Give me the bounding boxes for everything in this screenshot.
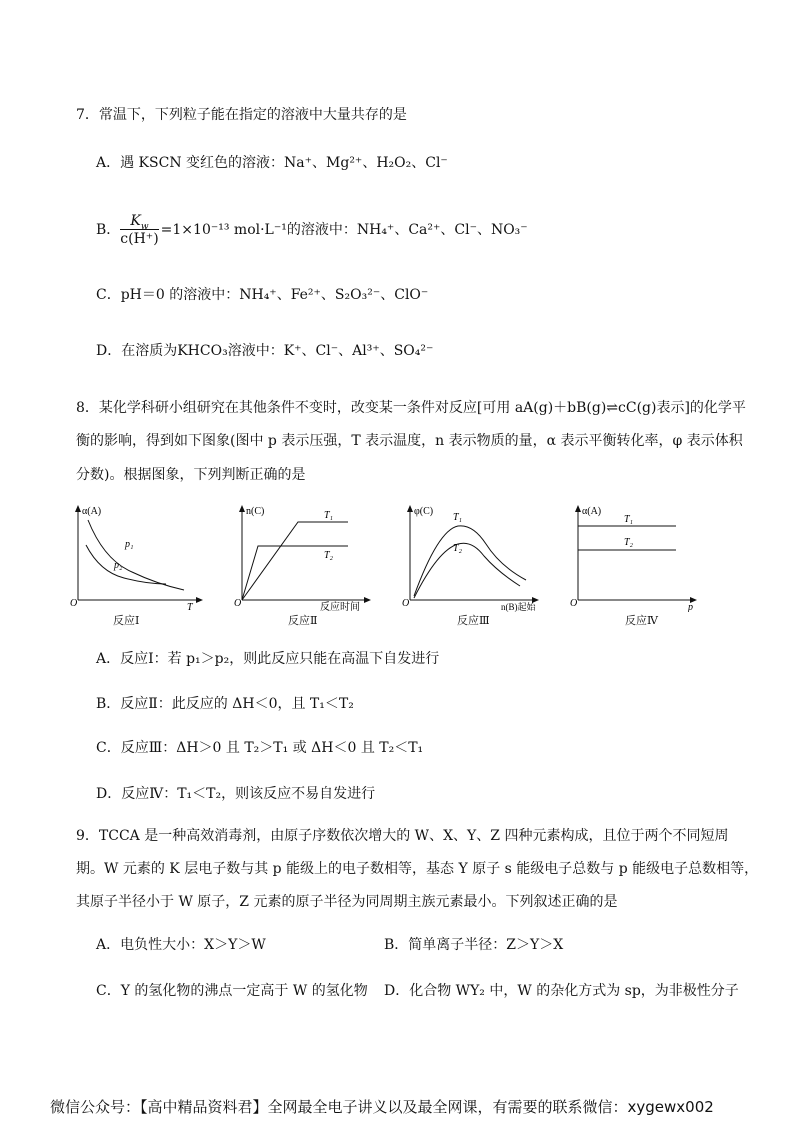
graph1-ylabel: α(A) [82, 506, 102, 517]
q9-option-b: B．简单离子半径：Z＞Y＞X [384, 937, 564, 953]
q9-option-a: A．电负性大小：X＞Y＞W [96, 937, 266, 953]
q9-stem-line2: 期。W 元素的 K 层电子数与其 p 能级上的电子数相等，基态 Y 原子 s 能级电子总数与 p 能级电子总数相等， [76, 861, 759, 877]
q8-option-a: A．反应Ⅰ：若 p₁＞p₂，则此反应只能在高温下自发进行 [96, 651, 440, 667]
graph-reaction-3 [398, 500, 548, 612]
q7-option-b-ions: NH₄⁺、Ca²⁺、Cl⁻、NO₃⁻ [356, 222, 528, 238]
kw-numerator: $K_w$ [120, 213, 158, 230]
graph2-caption: 反应Ⅱ [288, 614, 318, 627]
graph1-origin: O [70, 598, 78, 609]
q7-option-b [96, 210, 528, 250]
q8-stem-line3: 分数)。根据图象，下列判断正确的是 [76, 467, 306, 483]
q9-option-d: D．化合物 WY₂ 中，W 的杂化方式为 sp，为非极性分子 [384, 983, 739, 999]
q9-stem-line3: 其原子半径小于 W 原子，Z 元素的原子半径为同周期主族元素最小。下列叙述正确的是 [76, 894, 618, 910]
graph1-curve1-label: p₁ [125, 539, 134, 550]
graph4-curve1-label: T₁ [624, 514, 634, 525]
graph3-origin: O [402, 598, 410, 609]
q9-stem-line1: 9．TCCA 是一种高效消毒剂，由原子序数依次增大的 W、X、Y、Z 四种元素构成，且位于两个不同短周 [76, 828, 729, 844]
q8-option-b: B．反应Ⅱ：此反应的 ΔH＜0，且 T₁＜T₂ [96, 696, 354, 712]
graph2-ylabel: n(C) [246, 506, 265, 517]
q8-stem-line1: 8．某化学科研小组研究在其他条件不变时，改变某一条件对反应[可用 aA(g)＋bB(g)⇌cC(g)表示]的化学平 [76, 400, 746, 416]
kw-denominator: c(H⁺) [120, 230, 159, 247]
graph3-ylabel: φ(C) [414, 506, 434, 517]
q7-option-b-mid: =1×10⁻¹³ mol·L⁻¹的溶液中： [160, 222, 357, 238]
q8-option-c: C．反应Ⅲ：ΔH＞0 且 T₂＞T₁ 或 ΔH＜0 且 T₂＜T₁ [96, 740, 424, 756]
graph3-curve1-label: T₁ [453, 512, 463, 523]
graph2-curve1-label: T₁ [324, 510, 334, 521]
q7-option-a-lead: A．遇 KSCN 变红色的溶液： [96, 155, 285, 171]
graph1-caption: 反应Ⅰ [113, 614, 140, 627]
graph-reaction-1 [62, 500, 212, 612]
graph3-caption: 反应Ⅲ [457, 614, 490, 627]
graph-reaction-4 [566, 500, 716, 612]
kw-fraction [120, 213, 158, 248]
q9-option-c: C．Y 的氢化物的沸点一定高于 W 的氢化物 [96, 983, 368, 999]
graph1-curve2-label: p₂ [114, 560, 123, 571]
graph2-curve2-label: T₂ [324, 550, 334, 561]
footer-watermark: 微信公众号：【高中精品资料君】全网最全电子讲义以及最全网课，有需要的联系微信：xygewx002 [50, 1098, 714, 1116]
q7-option-b-lead: B． [96, 222, 121, 238]
graph4-caption: 反应Ⅳ [625, 614, 658, 627]
q7-option-a-ions: Na⁺、Mg²⁺、H₂O₂、Cl⁻ [284, 155, 448, 171]
graph3-xlabel: n(B)起始 [501, 602, 536, 612]
graph2-origin: O [234, 598, 242, 609]
graph3-curve2-label: T₂ [453, 543, 463, 554]
q7-option-c: C．pH＝0 的溶液中：NH₄⁺、Fe²⁺、S₂O₃²⁻、ClO⁻ [96, 287, 429, 303]
graph4-origin: O [570, 598, 578, 609]
graph-reaction-2 [230, 500, 380, 612]
graph2-xlabel: 反应时间 [320, 602, 360, 612]
q8-stem-line2: 衡的影响，得到如下图象(图中 p 表示压强，T 表示温度，n 表示物质的量，α 表示平衡转化率，φ 表示体积 [76, 433, 743, 449]
graph4-xlabel: p [688, 602, 693, 612]
q7-option-d: D．在溶质为KHCO₃溶液中：K⁺、Cl⁻、Al³⁺、SO₄²⁻ [96, 343, 434, 359]
graph1-xlabel: T [187, 602, 193, 612]
graph4-curve2-label: T₂ [624, 537, 634, 548]
q7-stem: 7．常温下，下列粒子能在指定的溶液中大量共存的是 [76, 107, 407, 123]
graph4-ylabel: α(A) [582, 506, 602, 517]
q7-option-a [96, 153, 448, 173]
q8-option-d: D．反应Ⅳ：T₁＜T₂，则该反应不易自发进行 [96, 786, 376, 802]
